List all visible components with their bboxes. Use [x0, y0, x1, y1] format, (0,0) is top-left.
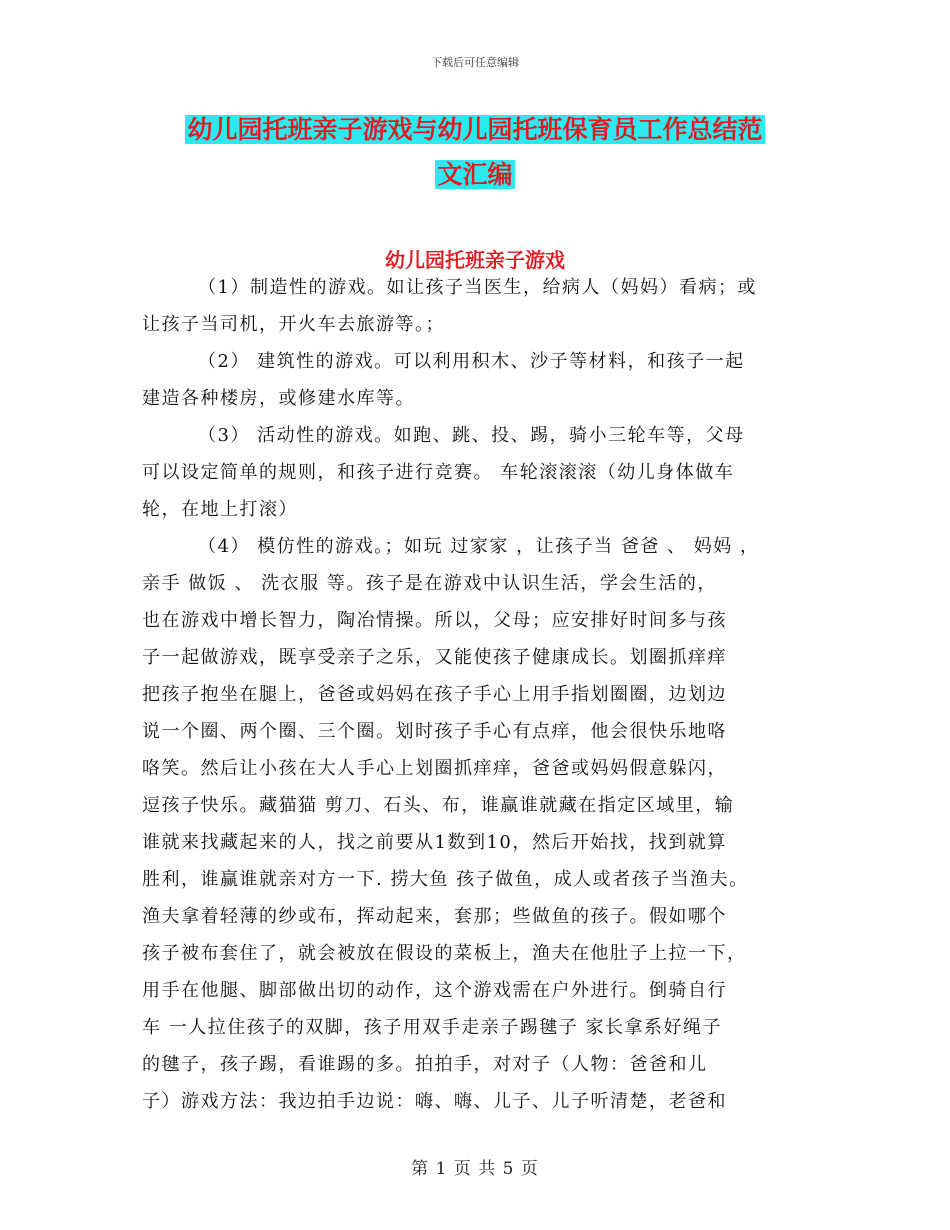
section-heading: 幼儿园托班亲子游戏: [385, 248, 565, 272]
page-header-note: 下载后可任意编辑: [431, 56, 519, 69]
paragraph-line: 子一起做游戏，既享受亲子之乐，又能使孩子健康成长。划圈抓痒痒: [142, 647, 727, 668]
paragraph-line: （1）制造性的游戏。如让孩子当医生，给病人（妈妈）看病；或: [198, 277, 757, 298]
document-title-line-2: [0, 152, 950, 198]
paragraph-line: 谁就来找藏起来的人，找之前要从1数到10，然后开始找，找到就算: [142, 832, 727, 853]
paragraph-line: 轮，在地上打滚）: [142, 499, 298, 520]
page-number-footer: 第 1 页 共 5 页: [411, 1159, 539, 1179]
paragraph-line: 咯笑。然后让小孩在大人手心上划圈抓痒痒，爸爸或妈妈假意躲闪，: [142, 758, 727, 779]
paragraph-line: 子）游戏方法：我边拍手边说：嗨、嗨、儿子、儿子听清楚，老爸和: [142, 1091, 727, 1112]
paragraph-line: 可以设定简单的规则，和孩子进行竞赛。 车轮滚滚滚（幼儿身体做车: [142, 462, 735, 483]
paragraph-line: （3） 活动性的游戏。如跑、跳、投、踢，骑小三轮车等，父母: [198, 425, 745, 446]
paragraph-line: 亲手 做饭 、 洗衣服 等。孩子是在游戏中认识生活，学会生活的，: [142, 573, 717, 594]
paragraph-line: 胜利，谁赢谁就亲对方一下. 捞大鱼 孩子做鱼，成人或者孩子当渔夫。: [142, 869, 749, 890]
paragraph-line: 让孩子当司机，开火车去旅游等。；: [142, 314, 445, 335]
document-title-line-1: [0, 107, 950, 153]
title-text-2: 文汇编: [437, 160, 513, 189]
paragraph-line: 逗孩子快乐。藏猫猫 剪刀、石头、布，谁赢谁就藏在指定区域里，输: [142, 795, 735, 816]
paragraph-line: 的毽子，孩子踢，看谁踢的多。拍拍手，对对子（人物：爸爸和儿: [142, 1054, 708, 1075]
paragraph-line: （2） 建筑性的游戏。可以利用积木、沙子等材料，和孩子一起: [198, 351, 745, 372]
paragraph-line: 用手在他腿、脚部做出切的动作，这个游戏需在户外进行。倒骑自行: [142, 980, 727, 1001]
paragraph-line: 车 一人拉住孩子的双脚，孩子用双手走亲子踢毽子 家长拿系好绳子: [142, 1017, 722, 1038]
paragraph-line: 也在游戏中增长智力，陶冶情操。所以，父母；应安排好时间多与孩: [142, 610, 727, 631]
paragraph-line: 建造各种楼房，或修建水库等。: [142, 388, 415, 409]
paragraph-line: （4） 模仿性的游戏。；如玩 过家家 ，让孩子当 爸爸 、 妈妈 ，: [198, 536, 760, 557]
paragraph-line: 渔夫拿着轻薄的纱或布，挥动起来，套那；些做鱼的孩子。假如哪个: [142, 906, 727, 927]
paragraph-line: 把孩子抱坐在腿上，爸爸或妈妈在孩子手心上用手指划圈圈，边划边: [142, 684, 727, 705]
paragraph-line: 孩子被布套住了，就会被放在假设的菜板上，渔夫在他肚子上拉一下，: [142, 943, 747, 964]
title-text-1: 幼儿园托班亲子游戏与幼儿园托班保育员工作总结范: [187, 115, 763, 144]
paragraph-line: 说一个圈、两个圈、三个圈。划时孩子手心有点痒，他会很快乐地咯: [142, 721, 727, 742]
